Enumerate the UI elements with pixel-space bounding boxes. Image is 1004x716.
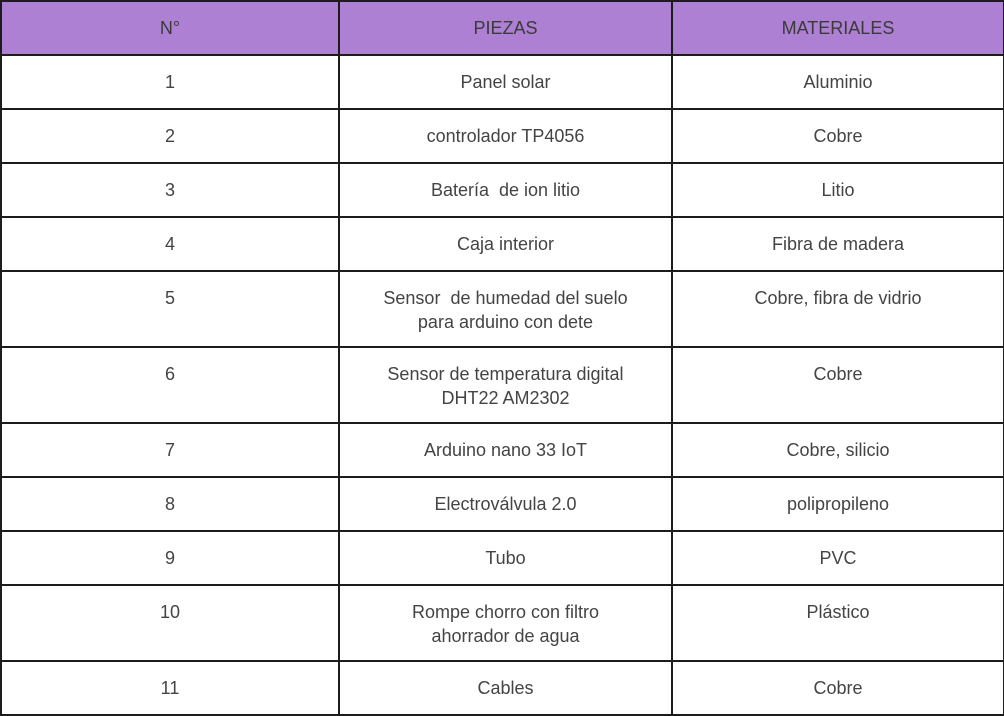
header-materiales: MATERIALES	[672, 1, 1004, 55]
cell-number: 2	[1, 109, 339, 163]
cell-number: 6	[1, 347, 339, 423]
cell-pieza-line1: Sensor de humedad del suelo	[383, 288, 628, 308]
cell-number: 9	[1, 531, 339, 585]
cell-number: 3	[1, 163, 339, 217]
cell-material: Cobre, silicio	[672, 423, 1004, 477]
cell-pieza-line2: para arduino con dete	[417, 312, 594, 332]
cell-pieza-line2: ahorrador de agua	[431, 626, 580, 646]
table-body	[1, 55, 1004, 715]
cell-material: Cobre	[672, 347, 1004, 423]
cell-material: Plástico	[672, 585, 1004, 661]
cell-pieza: Tubo	[339, 531, 672, 585]
cell-pieza	[339, 585, 672, 661]
cell-pieza	[339, 347, 672, 423]
cell-pieza-line2: DHT22 AM2302	[441, 388, 570, 408]
table-row	[1, 423, 1004, 477]
cell-material: Aluminio	[672, 55, 1004, 109]
table-row	[1, 531, 1004, 585]
header-piezas: PIEZAS	[339, 1, 672, 55]
table-row	[1, 163, 1004, 217]
cell-material: PVC	[672, 531, 1004, 585]
table-row	[1, 55, 1004, 109]
cell-pieza-line1: Rompe chorro con filtro	[411, 602, 600, 622]
table-row	[1, 271, 1004, 347]
cell-number: 1	[1, 55, 339, 109]
cell-material: Cobre, fibra de vidrio	[672, 271, 1004, 347]
cell-material: Fibra de madera	[672, 217, 1004, 271]
cell-pieza: Cables	[339, 661, 672, 715]
cell-material: Cobre	[672, 661, 1004, 715]
cell-material: Cobre	[672, 109, 1004, 163]
table-row	[1, 477, 1004, 531]
table-row	[1, 109, 1004, 163]
cell-material: polipropileno	[672, 477, 1004, 531]
cell-number: 5	[1, 271, 339, 347]
table-row	[1, 217, 1004, 271]
cell-number: 4	[1, 217, 339, 271]
cell-pieza: controlador TP4056	[339, 109, 672, 163]
cell-number: 7	[1, 423, 339, 477]
cell-pieza-line1: Sensor de temperatura digital	[387, 364, 624, 384]
cell-pieza: Batería de ion litio	[339, 163, 672, 217]
cell-pieza	[339, 271, 672, 347]
cell-number: 10	[1, 585, 339, 661]
table-row	[1, 347, 1004, 423]
header-row	[1, 1, 1004, 55]
table-row	[1, 585, 1004, 661]
cell-pieza: Panel solar	[339, 55, 672, 109]
header-number: N°	[1, 1, 339, 55]
cell-number: 8	[1, 477, 339, 531]
cell-pieza: Arduino nano 33 IoT	[339, 423, 672, 477]
cell-pieza: Electroválvula 2.0	[339, 477, 672, 531]
cell-pieza: Caja interior	[339, 217, 672, 271]
cell-number: 11	[1, 661, 339, 715]
table-header	[1, 1, 1004, 55]
cell-material: Litio	[672, 163, 1004, 217]
